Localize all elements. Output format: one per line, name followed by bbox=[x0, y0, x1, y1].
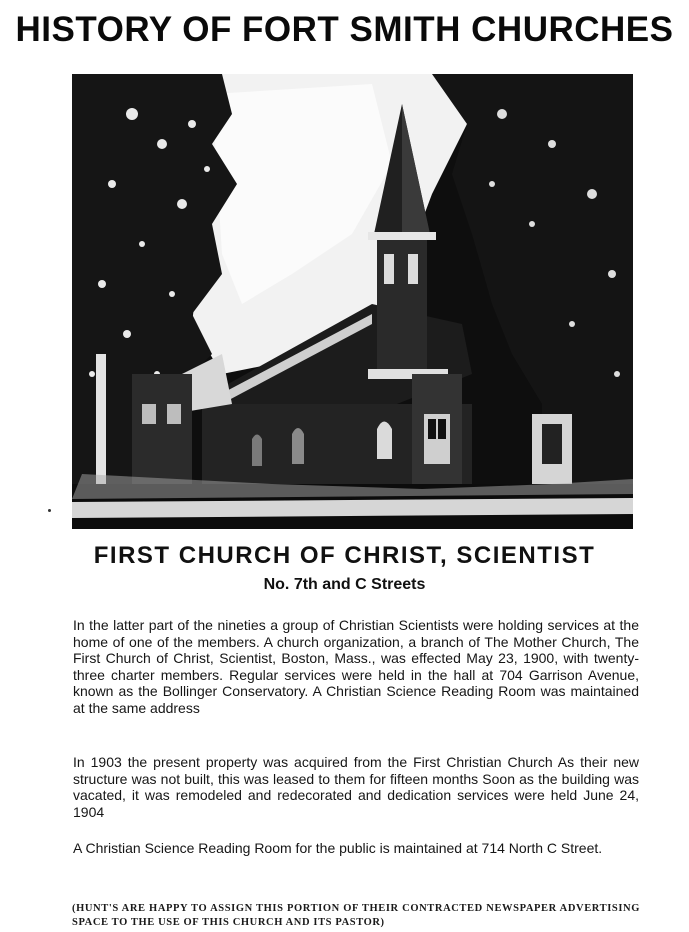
history-paragraph-2: In 1903 the present property was acquired from the First Christian Church As their new structure was not built, this was leased to them for fifteen months Soon as the building was vacated, it was remodeled and redecorated and dedication services were held June 24, 1904 bbox=[73, 754, 639, 820]
advertising-note: (HUNT'S ARE HAPPY TO ASSIGN THIS PORTION OF THEIR CONTRACTED NEWSPAPER ADVERTISING SPACE TO THE USE OF THIS CHURCH AND ITS PASTOR) bbox=[72, 903, 640, 928]
church-name: FIRST CHURCH OF CHRIST, SCIENTIST bbox=[93, 542, 596, 569]
church-photo-icon bbox=[72, 74, 633, 529]
history-paragraph-1: In the latter part of the nineties a group of Christian Scientists were holding services at the home of one of the members. A church organization, a branch of The Mother Church, The First Church of Christ, Scientist, Boston, Mass., was effected May 23, 1900, with twenty-three charter members. Regular services were held in the hall at 704 Garrison Avenue, known as the Bollinger Conservatory. A Christian Science Reading Room was maintained at the same address bbox=[73, 617, 639, 716]
church-address: No. 7th and C Streets bbox=[263, 576, 426, 593]
church-photo bbox=[72, 74, 633, 529]
print-speck bbox=[48, 509, 51, 512]
history-paragraph-3: A Christian Science Reading Room for the public is maintained at 714 North C Street. bbox=[73, 840, 603, 856]
page-headline: HISTORY OF FORT SMITH CHURCHES bbox=[15, 10, 674, 49]
